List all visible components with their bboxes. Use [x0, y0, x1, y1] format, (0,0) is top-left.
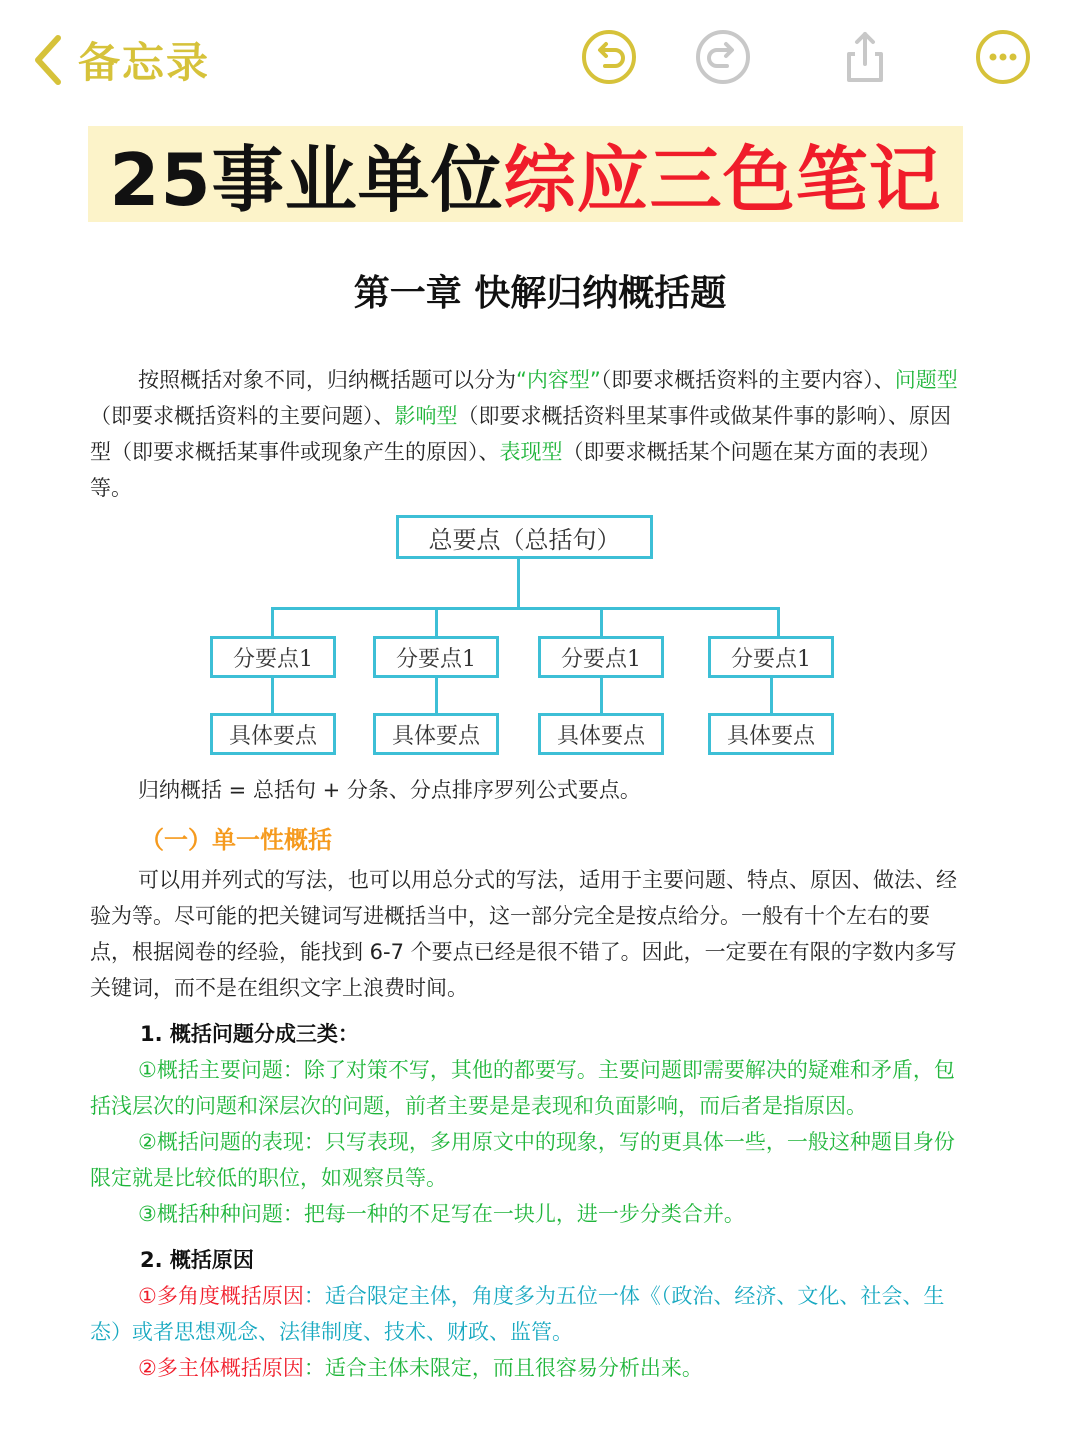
item2-b-text: ：适合主体未限定，而且很容易分析出来。 [303, 1356, 703, 1380]
diagram-connector [517, 559, 520, 609]
title-red: 综应三色笔记 [503, 138, 942, 222]
undo-icon[interactable] [580, 28, 638, 86]
item1-c-text: ③概括种种问题：把每一种的不足写在一块儿，进一步分类合并。 [138, 1202, 745, 1226]
diagram-detail-point: 具体要点 [210, 713, 336, 755]
chapter-title: 第一章 快解归纳概括题 [353, 273, 727, 314]
diagram-detail-point: 具体要点 [373, 713, 499, 755]
item1-heading: 1. 概括问题分成三类： [140, 1022, 359, 1046]
diagram-connector [435, 607, 438, 637]
item1-a [90, 1052, 960, 1124]
diagram-connector [777, 607, 780, 637]
section-body-text: 可以用并列式的写法，也可以用总分式的写法，适用于主要问题、特点、原因、做法、经验为等。尽可能的把关键词写进概括当中，这一部分完全是按点给分。一般有十个左右的要点，根据阅卷的经验，能找到 6-7 个要点已经是很不错了。因此，一定要在有限的字数内多写关键词，而不是在组织文字上浪费时间。 [90, 868, 957, 1000]
diagram-connector [435, 678, 438, 714]
diagram-sub-point: 分要点1 [373, 636, 499, 678]
title-banner [88, 126, 963, 222]
item2-b-label: ②多主体概括原因 [138, 1356, 304, 1380]
diagram-connector [271, 607, 274, 637]
item2-a-text: ：适合限定主体，角度多为五位一体《（政治、经济、文化、社会、生态）或者思想观念、法律制度、技术、财政、监管。 [90, 1284, 945, 1344]
intro-text: （即要求概括资料的主要内容）、 [600, 368, 895, 392]
diagram-connector [600, 607, 603, 637]
item1-a-text: ①概括主要问题：除了对策不写，其他的都要写。主要问题即需要解决的疑难和矛盾，包括浅层次的问题和深层次的问题，前者主要是是表现和负面影响，而后者是指原因。 [90, 1058, 955, 1118]
intro-text: （即要求概括某个问题在某方面的表现）等。 [90, 440, 941, 500]
redo-icon[interactable] [694, 28, 752, 86]
diagram-connector [271, 678, 274, 714]
diagram-detail-point: 具体要点 [538, 713, 664, 755]
formula-text: 归纳概括 = 总括句 + 分条、分点排序罗列公式要点。 [138, 778, 641, 802]
share-icon[interactable] [836, 28, 894, 86]
section-body [90, 862, 960, 1006]
type-impact: 影响型 [394, 404, 458, 428]
item1-b [90, 1124, 960, 1196]
diagram-sub-point: 分要点1 [708, 636, 834, 678]
item2-heading: 2. 概括原因 [140, 1248, 254, 1272]
item2-b [90, 1350, 960, 1386]
diagram-connector [271, 607, 780, 610]
chevron-left-icon [30, 32, 64, 88]
diagram-connector [600, 678, 603, 714]
intro-text: 按照概括对象不同，归纳概括题可以分为 [138, 368, 516, 392]
diagram-sub-point: 分要点1 [210, 636, 336, 678]
intro-paragraph [90, 362, 960, 506]
more-icon[interactable] [974, 28, 1032, 86]
type-manifestation: 表现型 [499, 440, 563, 464]
type-content: “内容型” [516, 368, 601, 392]
item1-c [90, 1196, 960, 1232]
diagram-connector [770, 678, 773, 714]
section-heading: （一）单一性概括 [140, 826, 332, 854]
item2-a [90, 1278, 960, 1350]
type-problem: 问题型 [894, 368, 958, 392]
diagram-root: 总要点（总括句） [396, 515, 653, 559]
back-label: 备忘录 [78, 38, 211, 87]
item1-b-text: ②概括问题的表现：只写表现，多用原文中的现象，写的更具体一些，一般这种题目身份限定就是比较低的职位，如观察员等。 [90, 1130, 955, 1190]
intro-text: （即要求概括资料里某事件或做某件事的影响）、原因型（即要求概括某事件或现象产生的原因）、 [90, 404, 951, 464]
title-black: 25事业单位 [109, 138, 504, 222]
item2-a-label: ①多角度概括原因 [138, 1284, 304, 1308]
back-button[interactable] [30, 30, 210, 90]
diagram-sub-point: 分要点1 [538, 636, 664, 678]
intro-text: （即要求概括资料的主要问题）、 [90, 404, 395, 428]
diagram-detail-point: 具体要点 [708, 713, 834, 755]
top-bar [0, 0, 1080, 120]
